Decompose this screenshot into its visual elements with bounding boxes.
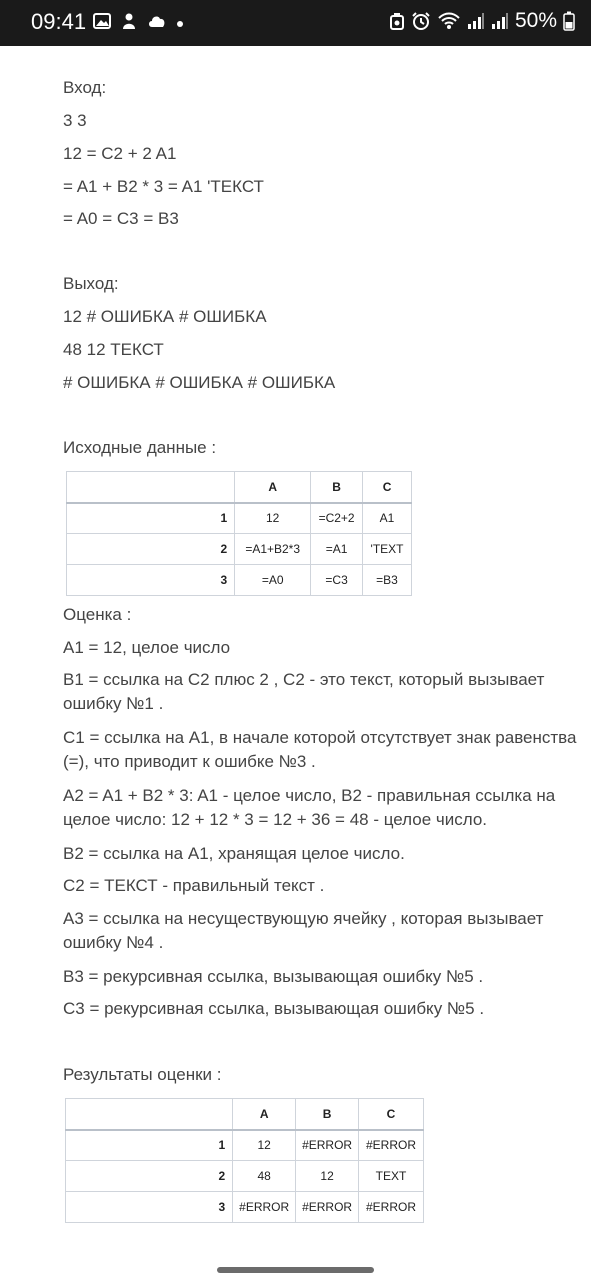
- evaluation-item: A2 = A1 + B2 * 3: A1 - целое число, B2 - правильная ссылка на целое число: 12 + 12 * 3 = 12 + 36 = 48 - целое число.: [63, 786, 556, 829]
- table-header-row: [66, 1099, 424, 1130]
- output-line: 12 # ОШИБКА # ОШИБКА: [63, 307, 267, 326]
- system-icons: [389, 9, 575, 33]
- table-row: [67, 534, 412, 565]
- output-line: 48 12 ТЕКСТ: [63, 340, 164, 359]
- table-cell: #ERROR: [296, 1130, 359, 1161]
- evaluation-item: C1 = ссылка на A1, в начале которой отсутствует знак равенства (=), что приводит к ошибке №3 .: [63, 728, 577, 771]
- hand-icon: [120, 12, 138, 35]
- evaluation-item: B3 = рекурсивная ссылка, вызывающая ошибку №5 .: [63, 967, 484, 986]
- table-cell: =A1+B2*3: [235, 534, 311, 565]
- source-table: [66, 471, 412, 596]
- cloud-icon: [147, 14, 167, 33]
- table-cell: =C3: [311, 565, 363, 596]
- battery-icon: [563, 11, 575, 31]
- input-line: = A1 + B2 * 3 = A1 'ТЕКСТ: [63, 177, 264, 196]
- evaluation-heading: Оценка :: [63, 605, 132, 624]
- evaluation-item: B2 = ссылка на A1, хранящая целое число.: [63, 844, 405, 863]
- row-number: 3: [66, 1192, 233, 1223]
- table-header-cell: B: [296, 1099, 359, 1130]
- results-table-heading: Результаты оценки :: [63, 1065, 222, 1084]
- evaluation-item: C3 = рекурсивная ссылка, вызывающая ошибку №5 .: [63, 999, 485, 1018]
- status-time: 09:41: [31, 9, 87, 34]
- table-cell: #ERROR: [359, 1130, 424, 1161]
- table-header-cell: [67, 472, 235, 503]
- source-table-heading: Исходные данные :: [63, 438, 217, 457]
- wifi-icon: [437, 12, 461, 30]
- notification-icons: [93, 12, 184, 35]
- nfc-icon: [389, 12, 405, 30]
- table-cell: =A1: [311, 534, 363, 565]
- table-header-cell: C: [359, 1099, 424, 1130]
- output-line: # ОШИБКА # ОШИБКА # ОШИБКА: [63, 373, 336, 392]
- input-line: 3 3: [63, 111, 87, 130]
- table-cell: A1: [363, 503, 412, 534]
- evaluation-item: A3 = ссылка на несуществующую ячейку , которая вызывает ошибку №4 .: [63, 909, 544, 952]
- signal-icon: [467, 12, 485, 30]
- table-cell: 'TEXT: [363, 534, 412, 565]
- table-row: [66, 1130, 424, 1161]
- input-line: = A0 = C3 = B3: [63, 209, 179, 228]
- input-line: 12 = C2 + 2 A1: [63, 144, 177, 163]
- status-bar: [0, 0, 591, 46]
- table-cell: =A0: [235, 565, 311, 596]
- signal-icon: [491, 12, 509, 30]
- table-row: [66, 1161, 424, 1192]
- output-heading: Выход:: [63, 274, 119, 293]
- home-gesture-bar[interactable]: [217, 1267, 374, 1273]
- row-number: 2: [66, 1161, 233, 1192]
- table-row: [67, 565, 412, 596]
- battery-percent: 50%: [514, 9, 557, 32]
- alarm-icon: [411, 11, 431, 31]
- table-header-cell: [66, 1099, 233, 1130]
- table-cell: #ERROR: [296, 1192, 359, 1223]
- evaluation-item: A1 = 12, целое число: [63, 638, 231, 657]
- table-header-cell: B: [311, 472, 363, 503]
- gallery-icon: [93, 13, 111, 34]
- row-number: 1: [67, 503, 235, 534]
- table-cell: 48: [233, 1161, 296, 1192]
- evaluation-item: B1 = ссылка на C2 плюс 2 , C2 - это текст, который вызывает ошибку №1 .: [63, 670, 545, 713]
- row-number: 2: [67, 534, 235, 565]
- row-number: 1: [66, 1130, 233, 1161]
- table-header-row: [67, 472, 412, 503]
- table-header-cell: C: [363, 472, 412, 503]
- table-cell: 12: [296, 1161, 359, 1192]
- input-heading: Вход:: [63, 78, 107, 97]
- dot-icon: [176, 15, 184, 33]
- results-table: [65, 1098, 424, 1223]
- table-cell: 12: [235, 503, 311, 534]
- table-cell: #ERROR: [359, 1192, 424, 1223]
- table-cell: =C2+2: [311, 503, 363, 534]
- row-number: 3: [67, 565, 235, 596]
- table-cell: =B3: [363, 565, 412, 596]
- document-content: [0, 46, 591, 1280]
- table-cell: TEXT: [359, 1161, 424, 1192]
- table-header-cell: A: [233, 1099, 296, 1130]
- table-row: [67, 503, 412, 534]
- table-row: [66, 1192, 424, 1223]
- table-cell: #ERROR: [233, 1192, 296, 1223]
- table-cell: 12: [233, 1130, 296, 1161]
- evaluation-item: C2 = ТЕКСТ - правильный текст .: [63, 876, 325, 895]
- table-header-cell: A: [235, 472, 311, 503]
